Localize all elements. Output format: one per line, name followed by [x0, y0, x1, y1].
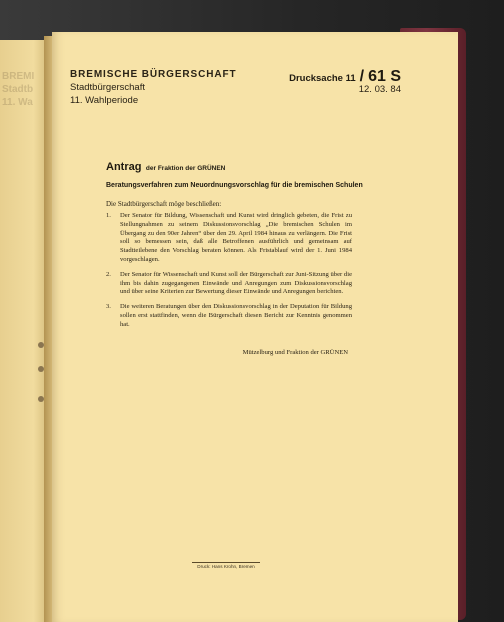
motion-heading: [106, 157, 225, 175]
drucksache-separator: /: [359, 68, 365, 85]
item-text: Der Senator für Wissenschaft und Kunst soll der Bürgerschaft zur Juni-Sitzung über die ihm bis dahin zugegangenen Einwände und Anregungen zum Diskussionsvorschlag und über seine Kriterien zur Bewertung dieser Einwände und Anregungen berichten.: [120, 270, 352, 296]
document-page: [52, 32, 458, 622]
letterhead: [70, 69, 236, 106]
drucksache-number: 61 S: [368, 68, 401, 85]
organization-name: BREMISCHE BÜRGERSCHAFT: [70, 69, 237, 80]
motion-items: [106, 212, 352, 336]
motion-title: Antrag: [106, 161, 142, 173]
ghost-line: 11. Wa: [2, 97, 33, 108]
item-number: 2.: [106, 270, 111, 278]
left-page-showthrough: [2, 70, 46, 109]
left-page: [0, 40, 48, 622]
signature-line: Mützelburg und Fraktion der GRÜNEN: [242, 349, 348, 356]
item-text: Der Senator für Bildung, Wissenschaft und Kunst wird dringlich gebeten, die Frist zu Stellungnahmen zu seinem Diskussionsvorschlag „Die bremischen Schulen im Übergang zu den 90er Jahren“ über den 29. April 1984 hinaus zu verlängern. Die Frist soll so bemessen sein, daß alle Betroffenen ausführlich und gemeinsam auf Stadtteilebene den Vorschlag beraten können. Als Fristablauf wird der 1. Juni 1984 vorgeschlagen.: [120, 212, 352, 263]
item-number: 3.: [106, 303, 111, 311]
ghost-line: Stadtb: [2, 84, 34, 95]
item-text: Die weiteren Beratungen über den Diskussionsvorschlag in der Deputation für Bildung sollen erst stattfinden, wenn die Bürgerschaft diesen Bericht zur Kenntnis genommen hat.: [120, 303, 352, 328]
list-item: [106, 271, 352, 297]
motion-subject: Beratungsverfahren zum Neuordnungsvorschlag für die bremischen Schulen: [106, 182, 363, 189]
printer-imprint: Druck: Hans Krohn, Bremen: [192, 562, 260, 569]
motion-intro: Die Stadtbürgerschaft möge beschließen:: [106, 200, 222, 208]
chamber-name: Stadtbürgerschaft: [70, 82, 145, 93]
drucksache-label: Drucksache 11: [289, 73, 356, 84]
ghost-line: BREMI: [2, 71, 35, 82]
item-number: 1.: [106, 212, 111, 219]
motion-title-suffix: der Fraktion der GRÜNEN: [145, 165, 226, 172]
legislative-term: 11. Wahlperiode: [70, 95, 139, 106]
list-item: [106, 212, 352, 265]
document-date: 12. 03. 84: [358, 84, 401, 95]
document-reference: [289, 68, 401, 95]
list-item: [106, 303, 352, 329]
